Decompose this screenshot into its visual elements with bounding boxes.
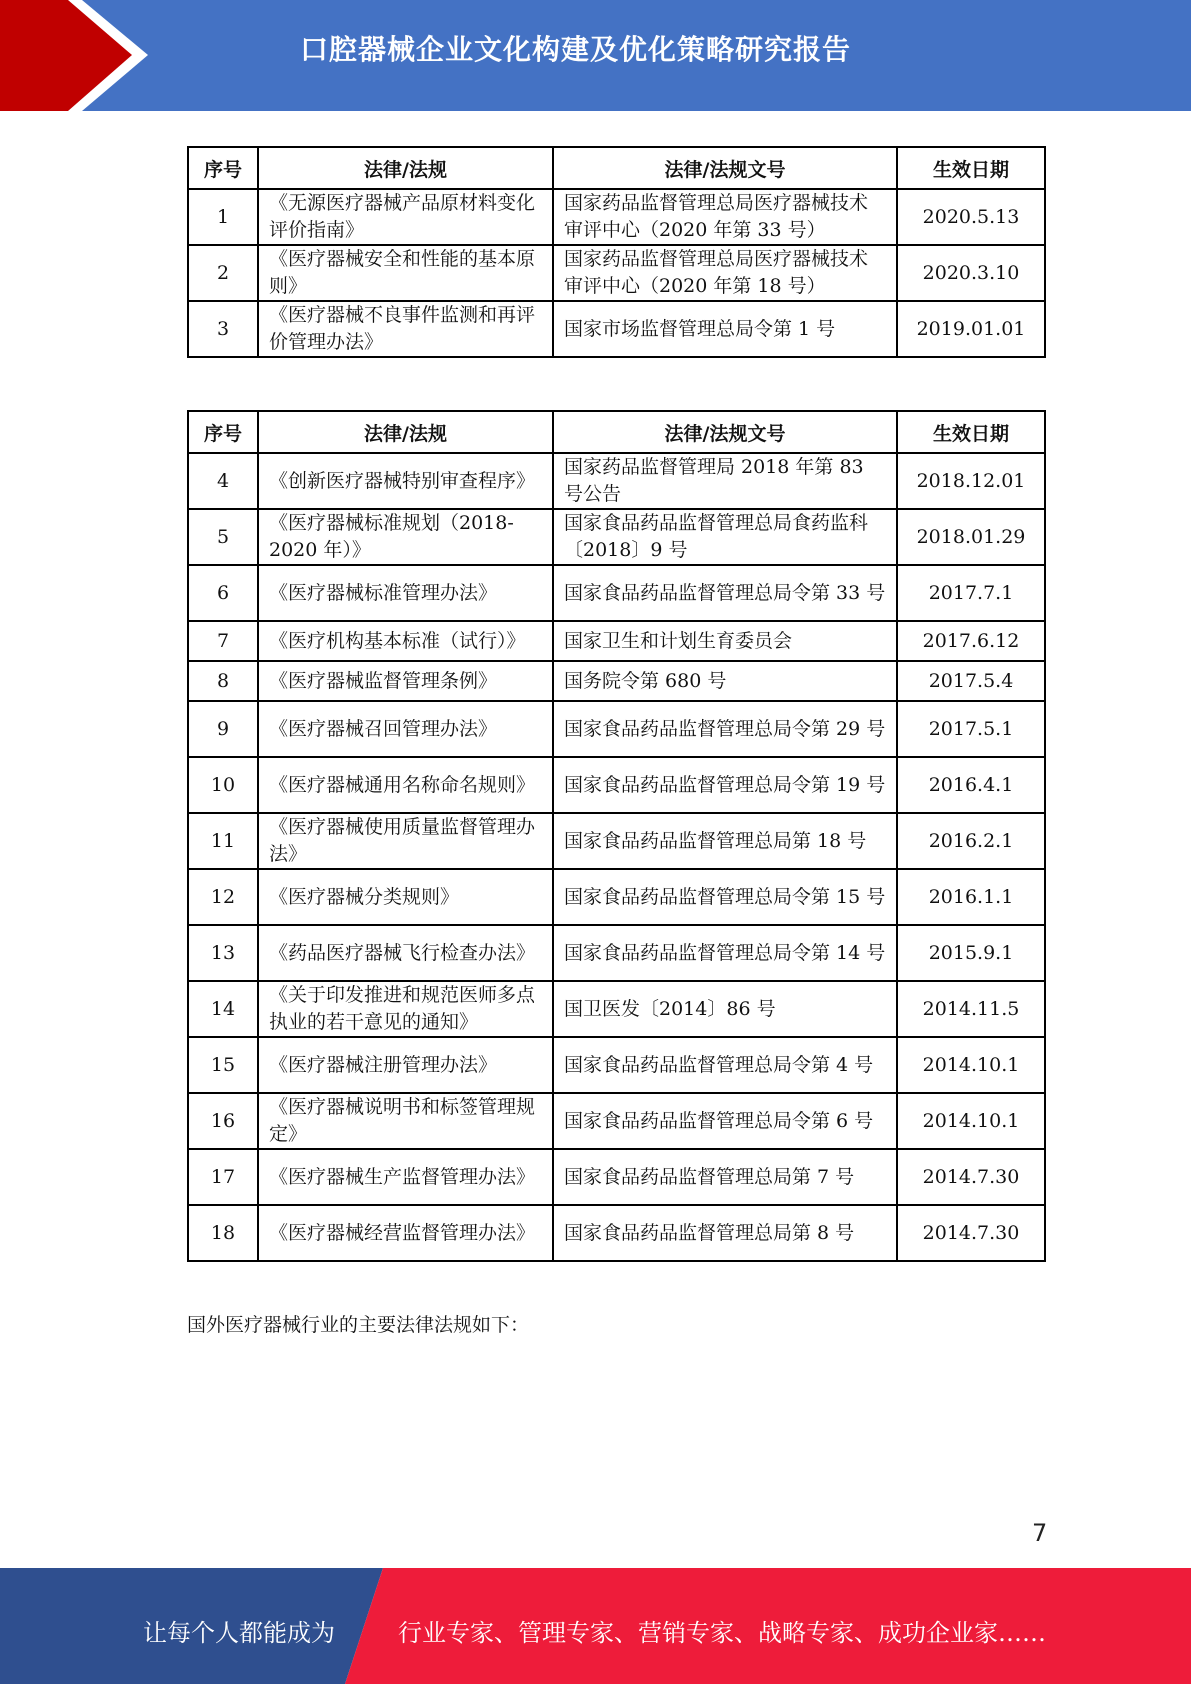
cell-number: 14 [188,981,258,1037]
col-header-number: 序号 [188,411,258,453]
cell-effective-date: 2018.01.29 [897,509,1045,565]
col-header-doc-number: 法律/法规文号 [553,147,897,189]
cell-number: 10 [188,757,258,813]
regulations-table-1 [187,146,1046,358]
table-body [188,189,1045,357]
table-row [188,1093,1045,1149]
cell-effective-date: 2017.7.1 [897,565,1045,621]
table-row [188,1037,1045,1093]
col-header-effective-date: 生效日期 [897,411,1045,453]
cell-law-name: 《创新医疗器械特别审查程序》 [258,453,553,509]
cell-number: 13 [188,925,258,981]
cell-doc-number: 国家食品药品监督管理总局食药监科〔2018〕9 号 [553,509,897,565]
cell-doc-number: 国家食品药品监督管理总局第 18 号 [553,813,897,869]
cell-law-name: 《医疗器械生产监督管理办法》 [258,1149,553,1205]
foreign-regulations-intro: 国外医疗器械行业的主要法律法规如下： [187,1314,530,1336]
cell-number: 18 [188,1205,258,1261]
cell-number: 17 [188,1149,258,1205]
cell-law-name: 《医疗器械召回管理办法》 [258,701,553,757]
table-row [188,509,1045,565]
footer-slogan-right: 行业专家、管理专家、营销专家、战略专家、成功企业家…… [398,1619,1046,1647]
cell-doc-number: 国家食品药品监督管理总局令第 29 号 [553,701,897,757]
table-header-row [188,147,1045,189]
cell-law-name: 《医疗器械使用质量监督管理办法》 [258,813,553,869]
col-header-doc-number: 法律/法规文号 [553,411,897,453]
cell-law-name: 《无源医疗器械产品原材料变化评价指南》 [258,189,553,245]
cell-doc-number: 国家食品药品监督管理总局令第 4 号 [553,1037,897,1093]
cell-law-name: 《医疗器械注册管理办法》 [258,1037,553,1093]
cell-effective-date: 2018.12.01 [897,453,1045,509]
cell-law-name: 《医疗器械标准管理办法》 [258,565,553,621]
table-row [188,869,1045,925]
cell-doc-number: 国家药品监督管理局 2018 年第 83 号公告 [553,453,897,509]
cell-doc-number: 国家市场监督管理总局令第 1 号 [553,301,897,357]
table-row [188,661,1045,701]
table-row [188,981,1045,1037]
report-title: 口腔器械企业文化构建及优化策略研究报告 [300,33,852,66]
table-row [188,453,1045,509]
col-header-number: 序号 [188,147,258,189]
cell-effective-date: 2017.5.1 [897,701,1045,757]
table-row [188,245,1045,301]
cell-law-name: 《医疗器械通用名称命名规则》 [258,757,553,813]
cell-doc-number: 国家卫生和计划生育委员会 [553,621,897,661]
col-header-law: 法律/法规 [258,411,553,453]
cell-effective-date: 2019.01.01 [897,301,1045,357]
cell-law-name: 《医疗器械经营监督管理办法》 [258,1205,553,1261]
cell-doc-number: 国务院令第 680 号 [553,661,897,701]
cell-doc-number: 国家食品药品监督管理总局令第 33 号 [553,565,897,621]
cell-effective-date: 2016.4.1 [897,757,1045,813]
cell-effective-date: 2020.5.13 [897,189,1045,245]
cell-effective-date: 2016.1.1 [897,869,1045,925]
red-chevron-icon [0,0,160,111]
cell-effective-date: 2014.10.1 [897,1093,1045,1149]
cell-number: 11 [188,813,258,869]
table-row [188,189,1045,245]
cell-number: 5 [188,509,258,565]
cell-number: 12 [188,869,258,925]
cell-effective-date: 2020.3.10 [897,245,1045,301]
cell-number: 15 [188,1037,258,1093]
cell-number: 16 [188,1093,258,1149]
cell-effective-date: 2014.11.5 [897,981,1045,1037]
cell-doc-number: 国家药品监督管理总局医疗器械技术审评中心（2020 年第 33 号） [553,189,897,245]
table-row [188,301,1045,357]
cell-number: 9 [188,701,258,757]
cell-doc-number: 国家食品药品监督管理总局令第 19 号 [553,757,897,813]
cell-number: 1 [188,189,258,245]
page-header [0,0,1191,111]
cell-effective-date: 2016.2.1 [897,813,1045,869]
cell-effective-date: 2017.6.12 [897,621,1045,661]
cell-doc-number: 国家食品药品监督管理总局第 7 号 [553,1149,897,1205]
page-footer [0,1568,1191,1684]
cell-number: 8 [188,661,258,701]
cell-effective-date: 2014.7.30 [897,1205,1045,1261]
cell-law-name: 《医疗器械安全和性能的基本原则》 [258,245,553,301]
col-header-effective-date: 生效日期 [897,147,1045,189]
table-body [188,453,1045,1261]
table-row [188,813,1045,869]
cell-law-name: 《关于印发推进和规范医师多点执业的若干意见的通知》 [258,981,553,1037]
cell-number: 3 [188,301,258,357]
cell-law-name: 《医疗机构基本标准（试行）》 [258,621,553,661]
cell-effective-date: 2014.10.1 [897,1037,1045,1093]
table-row [188,925,1045,981]
regulations-table-2 [187,410,1046,1262]
cell-effective-date: 2017.5.4 [897,661,1045,701]
table-header-row [188,411,1045,453]
cell-number: 7 [188,621,258,661]
table-row [188,1205,1045,1261]
cell-doc-number: 国家药品监督管理总局医疗器械技术审评中心（2020 年第 18 号） [553,245,897,301]
cell-law-name: 《医疗器械标准规划（2018-2020 年）》 [258,509,553,565]
col-header-law: 法律/法规 [258,147,553,189]
footer-slogan-left: 让每个人都能成为 [143,1619,335,1647]
cell-number: 2 [188,245,258,301]
cell-doc-number: 国家食品药品监督管理总局第 8 号 [553,1205,897,1261]
cell-doc-number: 国家食品药品监督管理总局令第 14 号 [553,925,897,981]
cell-law-name: 《药品医疗器械飞行检查办法》 [258,925,553,981]
cell-doc-number: 国家食品药品监督管理总局令第 6 号 [553,1093,897,1149]
table-row [188,565,1045,621]
cell-doc-number: 国家食品药品监督管理总局令第 15 号 [553,869,897,925]
cell-doc-number: 国卫医发〔2014〕86 号 [553,981,897,1037]
table-row [188,757,1045,813]
cell-number: 6 [188,565,258,621]
cell-effective-date: 2015.9.1 [897,925,1045,981]
cell-law-name: 《医疗器械不良事件监测和再评价管理办法》 [258,301,553,357]
table-row [188,1149,1045,1205]
cell-law-name: 《医疗器械监督管理条例》 [258,661,553,701]
table-row [188,701,1045,757]
cell-law-name: 《医疗器械说明书和标签管理规定》 [258,1093,553,1149]
cell-number: 4 [188,453,258,509]
cell-effective-date: 2014.7.30 [897,1149,1045,1205]
table-row [188,621,1045,661]
page-number: 7 [1032,1519,1048,1547]
cell-law-name: 《医疗器械分类规则》 [258,869,553,925]
